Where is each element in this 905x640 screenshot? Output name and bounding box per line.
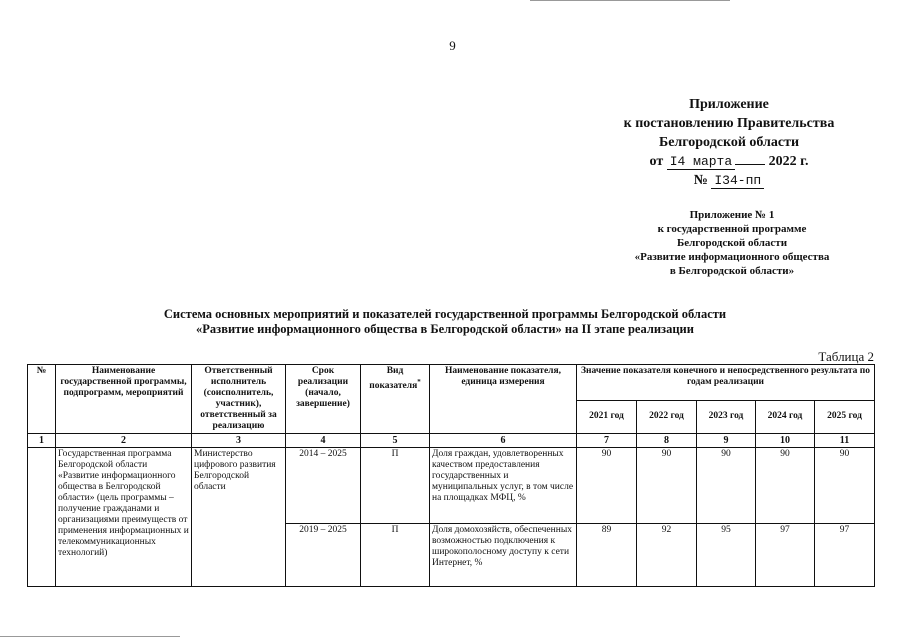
row1-value-2021: 90 xyxy=(577,448,637,524)
appendix-line3: Белгородской области xyxy=(658,135,800,150)
header-type xyxy=(361,365,430,434)
date-value: I4 марта xyxy=(667,154,735,170)
header-type-mark: * xyxy=(417,378,421,386)
row1-value-2023: 90 xyxy=(697,448,756,524)
number-prefix: № xyxy=(693,173,708,188)
header-type-label: Вид показателя xyxy=(369,366,418,392)
header-no: № xyxy=(28,365,56,434)
bottom-scan-rule xyxy=(0,636,180,637)
row2-value-2024: 97 xyxy=(756,524,815,587)
appendix-block xyxy=(600,95,858,190)
header-year-2023: 2023 год xyxy=(697,400,756,434)
table-label: Таблица 2 xyxy=(818,349,874,364)
row2-value-2025: 97 xyxy=(815,524,875,587)
col-number-11: 11 xyxy=(815,434,875,448)
table-header-row xyxy=(28,365,875,401)
row1-value-2024: 90 xyxy=(756,448,815,524)
appendix1-line4: «Развитие информационного общества xyxy=(634,251,830,263)
table-column-numbers-row xyxy=(28,434,875,448)
program-executor: Министерство цифрового развития Белгородской области xyxy=(192,448,286,587)
col-number-5: 5 xyxy=(361,434,430,448)
date-underline xyxy=(735,164,765,165)
table-row xyxy=(28,448,875,524)
appendix1-line3: Белгородской области xyxy=(676,237,788,249)
appendix1-block xyxy=(612,208,852,278)
row1-type: П xyxy=(361,448,430,524)
program-name: Государственная программа Белгородской области «Развитие информационного общества в Белгородской области» (цель программы – получение гражданами и организациями преимуществ от применения информационных и телекоммуникационных технологий) xyxy=(56,448,192,587)
header-executor: Ответственный исполнитель (соисполнитель, участник), ответственный за реализацию xyxy=(192,365,286,434)
col-number-7: 7 xyxy=(577,434,637,448)
appendix-date-line xyxy=(600,152,858,171)
header-name: Наименование государственной программы, подпрограмм, мероприятий xyxy=(56,365,192,434)
appendix-line1: Приложение xyxy=(689,97,769,112)
row2-term: 2019 – 2025 xyxy=(286,524,361,587)
col-number-2: 2 xyxy=(56,434,192,448)
row2-value-2023: 95 xyxy=(697,524,756,587)
col-number-1: 1 xyxy=(28,434,56,448)
col-number-8: 8 xyxy=(637,434,697,448)
row2-value-2021: 89 xyxy=(577,524,637,587)
system-title-line2: «Развитие информационного общества в Белгородской области» на II этапе реализации xyxy=(196,322,694,336)
top-scan-rule xyxy=(530,0,730,1)
row1-indicator: Доля граждан, удовлетворенных качеством предоставления государственных и муниципальных услуг, в том числе на площадках МФЦ, % xyxy=(430,448,577,524)
appendix1-line1: Приложение № 1 xyxy=(689,209,775,221)
appendix1-line2: к государственной программе xyxy=(657,223,807,235)
row2-indicator: Доля домохозяйств, обеспеченных возможностью подключения к широкополосному доступу к сети Интернет, % xyxy=(430,524,577,587)
col-number-6: 6 xyxy=(430,434,577,448)
col-number-3: 3 xyxy=(192,434,286,448)
appendix1-line5: в Белгородской области» xyxy=(669,265,795,277)
row1-value-2025: 90 xyxy=(815,448,875,524)
appendix-number-line xyxy=(600,171,858,190)
indicators-table xyxy=(27,364,875,587)
page-number: 9 xyxy=(449,38,456,53)
row1-value-2022: 90 xyxy=(637,448,697,524)
col-number-9: 9 xyxy=(697,434,756,448)
header-year-2022: 2022 год xyxy=(637,400,697,434)
header-term: Срок реализации (начало, завершение) xyxy=(286,365,361,434)
row2-type: П xyxy=(361,524,430,587)
system-title-line1: Система основных мероприятий и показателей государственной программы Белгородской области xyxy=(163,307,727,321)
row1-term: 2014 – 2025 xyxy=(286,448,361,524)
number-value: I34-пп xyxy=(711,173,764,189)
date-prefix: от xyxy=(649,154,664,169)
header-year-2021: 2021 год xyxy=(577,400,637,434)
header-year-2025: 2025 год xyxy=(815,400,875,434)
appendix-line2: к постановлению Правительства xyxy=(623,116,835,131)
date-year: 2022 г. xyxy=(768,154,809,169)
program-no xyxy=(28,448,56,587)
row2-value-2022: 92 xyxy=(637,524,697,587)
col-number-10: 10 xyxy=(756,434,815,448)
header-year-2024: 2024 год xyxy=(756,400,815,434)
header-values: Значение показателя конечного и непосредственного результата по годам реализации xyxy=(577,365,875,401)
header-indicator: Наименование показателя, единица измерения xyxy=(430,365,577,434)
col-number-4: 4 xyxy=(286,434,361,448)
system-title xyxy=(100,307,790,337)
